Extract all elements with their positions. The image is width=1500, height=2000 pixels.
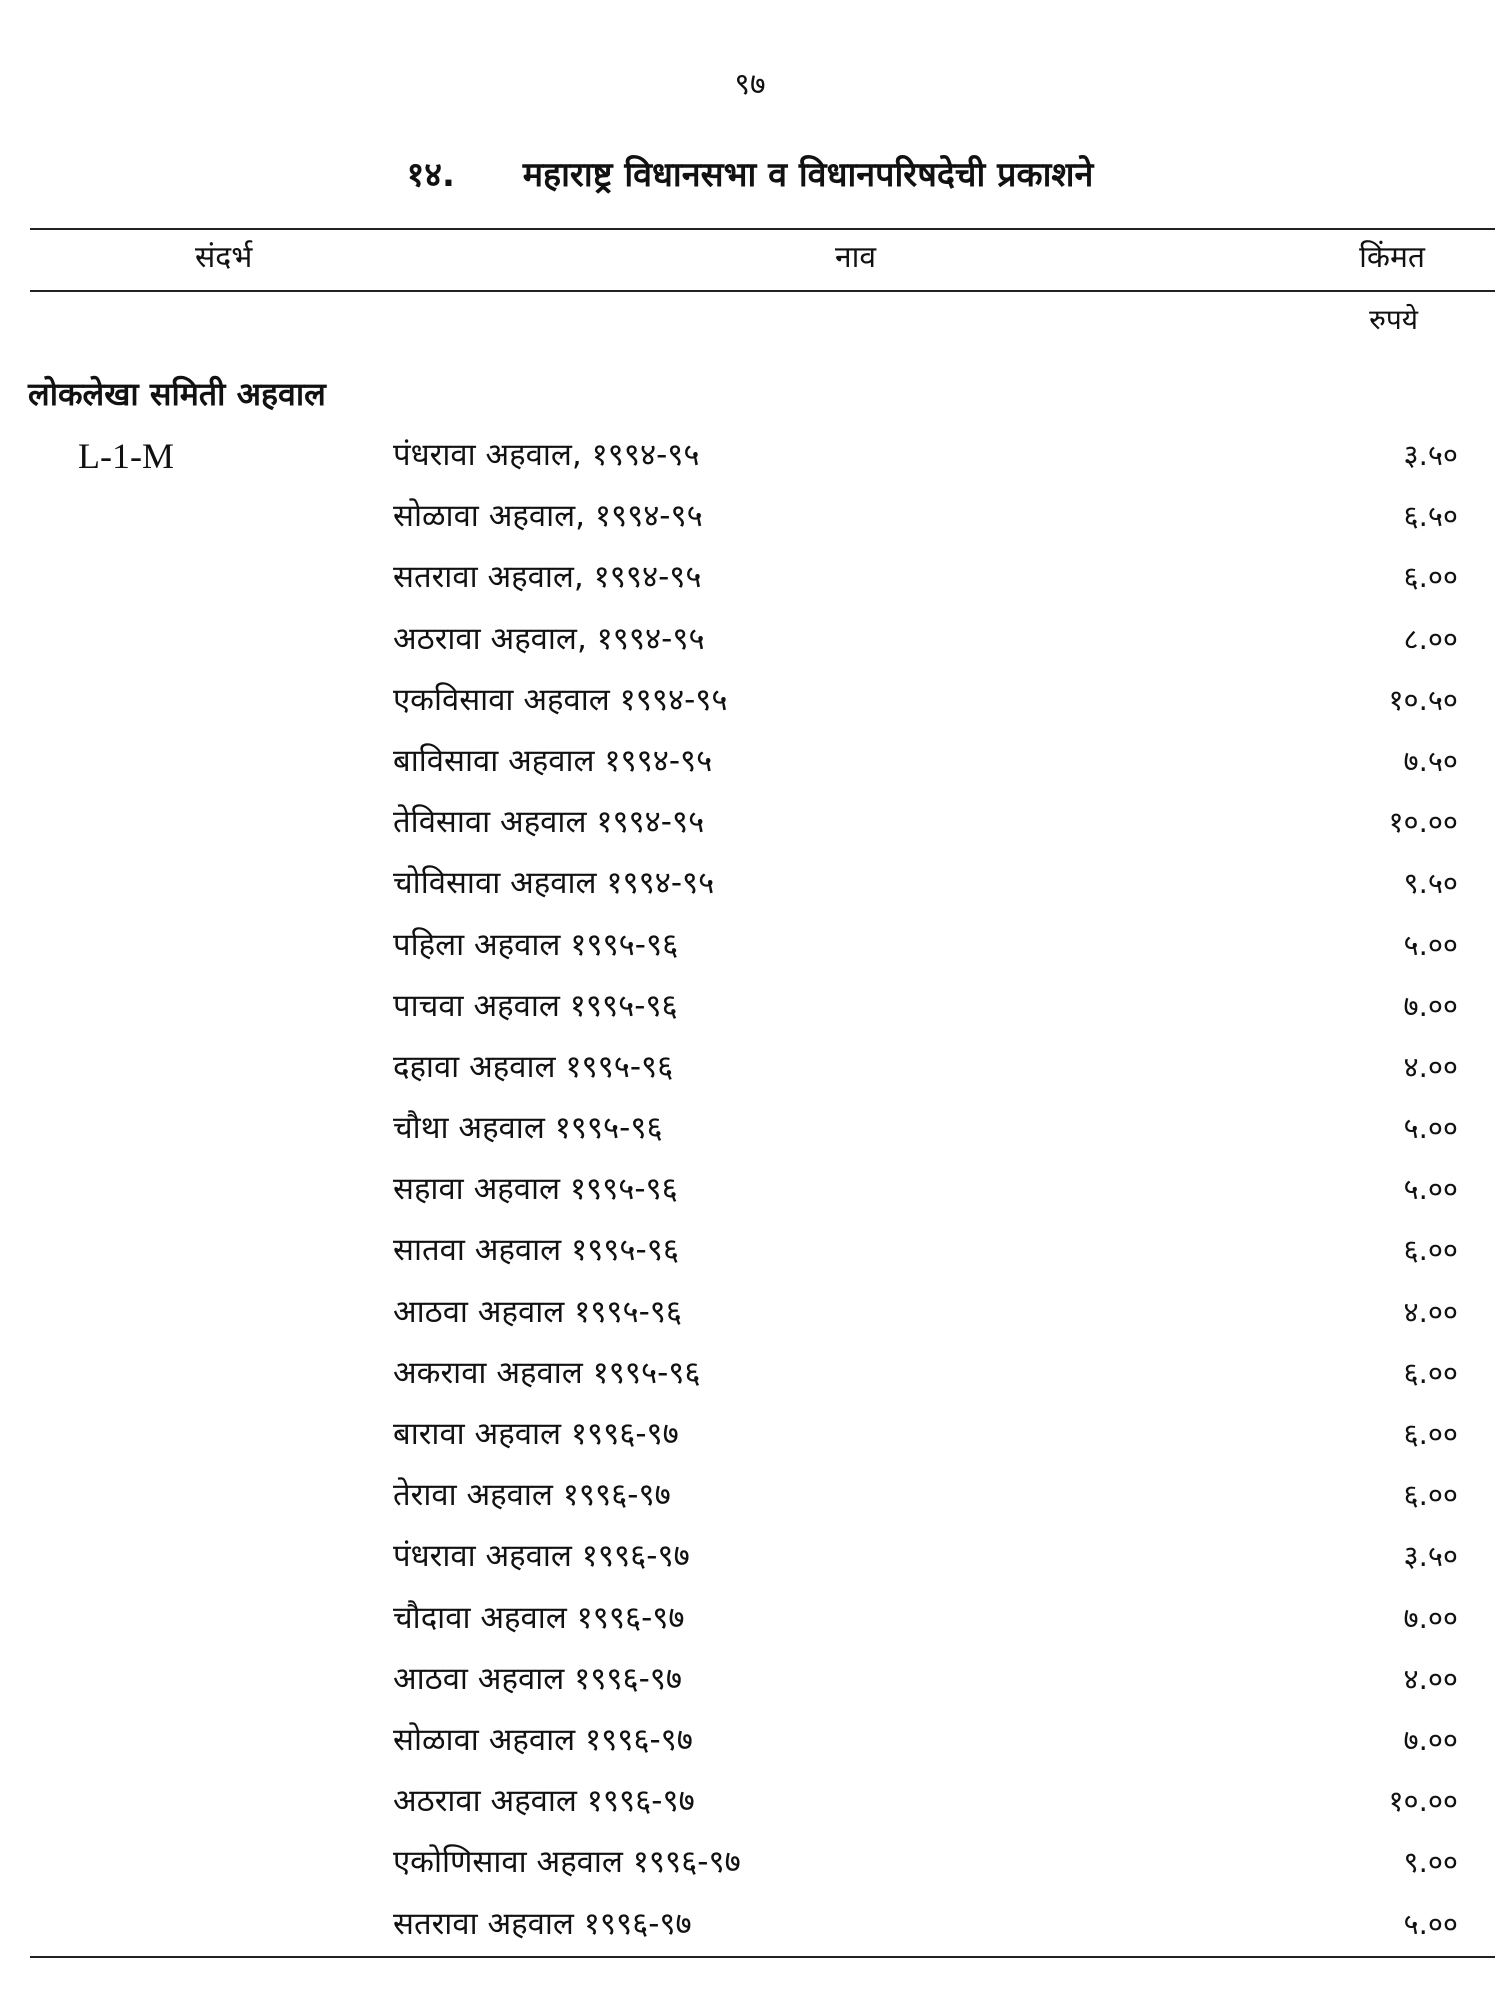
publication-name: सतरावा अहवाल, १९९४-९५	[393, 559, 702, 596]
list-item	[0, 1656, 1500, 1717]
publication-price: ६.००	[1403, 560, 1458, 595]
list-item	[0, 799, 1500, 860]
publication-name: चौथा अहवाल १९९५-९६	[393, 1110, 663, 1147]
header-divider	[30, 290, 1495, 292]
publication-price: ६.००	[1403, 1355, 1458, 1390]
list-item	[0, 616, 1500, 677]
publication-price: १०.००	[1388, 805, 1458, 840]
list-item	[0, 738, 1500, 799]
list-item	[0, 493, 1500, 554]
list-item	[0, 432, 1500, 493]
publication-price: ३.५०	[1403, 438, 1458, 472]
publication-price: १०.५०	[1388, 682, 1458, 717]
publication-name: आठवा अहवाल १९९५-९६	[393, 1293, 682, 1330]
list-item	[0, 1227, 1500, 1288]
publication-name: पंधरावा अहवाल १९९६-९७	[393, 1538, 690, 1575]
list-item	[0, 1533, 1500, 1594]
list-item	[0, 1350, 1500, 1411]
publication-name: दहावा अहवाल १९९५-९६	[393, 1048, 674, 1085]
list-item	[0, 677, 1500, 738]
publication-price: ५.००	[1403, 927, 1458, 962]
publication-price: ४.००	[1403, 1049, 1458, 1084]
publication-price: ६.००	[1403, 1417, 1458, 1451]
publication-price: ९.००	[1403, 1845, 1458, 1880]
bottom-divider	[30, 1956, 1495, 1958]
list-item	[0, 983, 1500, 1044]
publication-price: ७.००	[1403, 1600, 1458, 1635]
publication-price: ६.००	[1403, 1233, 1458, 1268]
publication-name: अठरावा अहवाल १९९६-९७	[393, 1783, 695, 1820]
page-heading	[0, 150, 1500, 196]
publication-name: अठरावा अहवाल, १९९४-९५	[393, 620, 705, 657]
heading-number: १४.	[406, 155, 455, 195]
column-header-reference: संदर्भ	[195, 240, 253, 275]
publication-list	[0, 432, 1500, 1962]
publication-price: ५.००	[1403, 1906, 1458, 1941]
reference-code: L-1-M	[78, 436, 174, 476]
publication-name: पहिला अहवाल १९९५-९६	[393, 926, 679, 963]
publication-name: तेरावा अहवाल १९९६-९७	[393, 1477, 671, 1514]
publication-price: ३.५०	[1403, 1539, 1458, 1574]
publication-price: ७.००	[1403, 1722, 1458, 1757]
list-item	[0, 1839, 1500, 1900]
list-item	[0, 554, 1500, 615]
publication-name: आठवा अहवाल १९९६-९७	[393, 1660, 682, 1697]
publication-price: ५.००	[1403, 1111, 1458, 1146]
publication-price: ७.५०	[1403, 743, 1458, 778]
publication-price: ६.००	[1403, 1478, 1458, 1513]
top-divider	[30, 228, 1495, 230]
list-item	[0, 1166, 1500, 1227]
publication-name: सोळावा अहवाल १९९६-९७	[393, 1721, 693, 1758]
publication-name: सातवा अहवाल १९९५-९६	[393, 1232, 679, 1269]
publication-name: सतरावा अहवाल १९९६-९७	[393, 1905, 692, 1942]
publication-name: अकरावा अहवाल १९९५-९६	[393, 1354, 701, 1391]
publication-name: सहावा अहवाल १९९५-९६	[393, 1171, 678, 1208]
publication-name: एकोणिसावा अहवाल १९९६-९७	[393, 1844, 741, 1881]
list-item	[0, 1289, 1500, 1350]
publication-name: चोविसावा अहवाल १९९४-९५	[393, 865, 715, 902]
price-unit-label: रुपये	[1369, 303, 1418, 336]
publication-price: ७.००	[1403, 988, 1458, 1023]
publication-name: चौदावा अहवाल १९९६-९७	[393, 1599, 685, 1636]
list-item	[0, 1901, 1500, 1962]
column-header-price: किंमत	[1359, 240, 1425, 275]
column-header-name: नाव	[835, 240, 877, 275]
publication-name: पंधरावा अहवाल, १९९४-९५	[393, 437, 700, 473]
list-item	[0, 1411, 1500, 1472]
list-item	[0, 860, 1500, 921]
section-title: लोकलेखा समिती अहवाल	[28, 375, 326, 413]
publication-price: ४.००	[1403, 1294, 1458, 1329]
heading-title: महाराष्ट्र विधानसभा व विधानपरिषदेची प्रकाशने	[522, 155, 1094, 195]
publication-name: सोळावा अहवाल, १९९४-९५	[393, 498, 703, 535]
publication-name: एकविसावा अहवाल १९९४-९५	[393, 681, 728, 718]
publication-price: ४.००	[1403, 1661, 1458, 1696]
publication-price: ६.५०	[1403, 499, 1458, 534]
publication-price: ५.००	[1403, 1172, 1458, 1207]
publication-price: १०.००	[1388, 1784, 1458, 1819]
publication-price: ८.००	[1403, 621, 1458, 656]
publication-price: ९.५०	[1403, 866, 1458, 901]
list-item	[0, 1778, 1500, 1839]
list-item	[0, 1105, 1500, 1166]
publication-name: पाचवा अहवाल १९९५-९६	[393, 987, 678, 1024]
list-item	[0, 1044, 1500, 1105]
list-item	[0, 922, 1500, 983]
list-item	[0, 1717, 1500, 1778]
page-number: ९७	[734, 67, 766, 102]
publication-name: बाविसावा अहवाल १९९४-९५	[393, 742, 713, 779]
list-item	[0, 1472, 1500, 1533]
publication-name: तेविसावा अहवाल १९९४-९५	[393, 804, 705, 841]
publication-name: बारावा अहवाल १९९६-९७	[393, 1416, 679, 1452]
list-item	[0, 1595, 1500, 1656]
